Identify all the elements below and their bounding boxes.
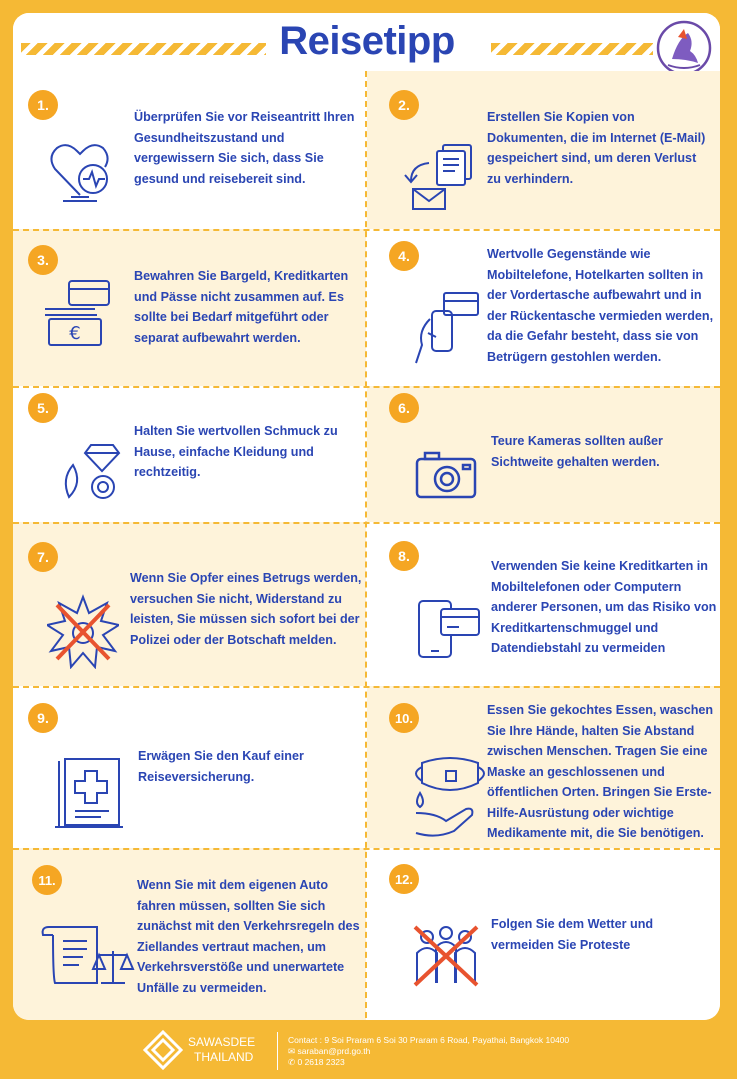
brand-name bbox=[188, 1036, 255, 1063]
tip-number-badge: 5. bbox=[28, 393, 58, 423]
email-text: saraban@prd.go.th bbox=[297, 1046, 371, 1056]
tip-text: Folgen Sie dem Wetter und vermeiden Sie Proteste bbox=[491, 917, 654, 952]
phone-text: 0 2618 2323 bbox=[297, 1057, 345, 1067]
no-protest-icon bbox=[409, 923, 483, 987]
infographic-card bbox=[13, 13, 720, 1020]
tip-text: Wenn Sie Opfer eines Betrugs werden, versuchen Sie nicht, Widerstand zu leisten, Sie müssen sich sofort bei der Polizei oder der Botschaft melden. bbox=[130, 571, 362, 647]
brand-line: THAILAND bbox=[194, 1050, 254, 1064]
tip-number-badge: 6. bbox=[389, 393, 419, 423]
footer bbox=[0, 1020, 737, 1079]
tip-number-badge: 8. bbox=[389, 541, 419, 571]
footer-divider bbox=[277, 1032, 278, 1070]
contact-address: Contact : 9 Soi Praram 6 Soi 30 Praram 6 Road, Payathai, Bangkok 10400 bbox=[288, 1035, 570, 1045]
heart-health-icon bbox=[47, 139, 113, 205]
phone-hand-icon bbox=[408, 291, 484, 365]
tip-number-badge: 3. bbox=[28, 245, 58, 275]
sawasdee-logo-icon bbox=[143, 1030, 183, 1070]
row-divider bbox=[13, 522, 720, 524]
tip-text: Erwägen Sie den Kauf einer Reiseversicherung. bbox=[138, 749, 304, 784]
contact-phone bbox=[288, 1057, 569, 1068]
tip-number-badge: 2. bbox=[389, 90, 419, 120]
brand-line: SAWASDEE bbox=[188, 1035, 256, 1049]
tip-number-badge: 9. bbox=[28, 703, 58, 733]
header bbox=[13, 13, 720, 77]
column-divider bbox=[365, 71, 367, 1018]
law-document-icon bbox=[39, 921, 135, 991]
row-divider bbox=[13, 229, 720, 231]
tip-text: Erstellen Sie Kopien von Dokumenten, die im Internet (E-Mail) gespeichert sind, um deren Verlust zu verhindern. bbox=[487, 110, 706, 186]
tip-number-badge: 11. bbox=[32, 865, 62, 895]
tip-text: Essen Sie gekochtes Essen, waschen Sie Ihre Hände, halten Sie Abstand zwischen Menschen. Tragen Sie eine Maske an geschlossenen und öffentlichen Orten. Bringen Sie Erste-Hilfe-Ausrüstung oder wichtige Medikamente mit, die Sie benötigen. bbox=[487, 703, 714, 840]
svg-text:€: € bbox=[69, 323, 81, 344]
tip-text: Bewahren Sie Bargeld, Kreditkarten und Pässe nicht zusammen auf. Es sollte bei Bedarf mitgeführt oder separat aufbewahrt werden. bbox=[134, 269, 349, 345]
tip-text: Teure Kameras sollten außer Sichtweite gehalten werden. bbox=[491, 434, 663, 469]
phone-card-icon bbox=[413, 593, 483, 663]
row-divider bbox=[13, 386, 720, 388]
mask-hand-icon bbox=[406, 751, 490, 847]
document-email-icon bbox=[397, 141, 475, 213]
tip-text: Überprüfen Sie vor Reiseantritt Ihren Gesundheitszustand und vergewissern Sie sich, dass Sie gesund und reisebereit sind. bbox=[134, 110, 355, 186]
no-fight-icon bbox=[47, 593, 119, 669]
tip-number-badge: 10. bbox=[389, 703, 419, 733]
mail-icon: ✉ bbox=[288, 1046, 298, 1056]
camera-icon bbox=[413, 449, 479, 501]
tip-text: Verwenden Sie keine Kreditkarten in Mobiltelefonen oder Computern anderer Personen, um das Risiko von Kreditkartenschmuggel und Datendiebstahl zu vermeiden bbox=[491, 559, 717, 655]
row-divider bbox=[13, 686, 720, 688]
tip-number-badge: 7. bbox=[28, 542, 58, 572]
emblem-logo bbox=[654, 19, 714, 77]
tip-text: Wenn Sie mit dem eigenen Auto fahren müssen, sollten Sie sich zunächst mit den Verkehrsregeln des Ziellandes vertraut machen, um Verkehrsverstöße und unerwartete Unfälle zu vermeiden. bbox=[137, 878, 360, 995]
tip-text: Wertvolle Gegenstände wie Mobiltelefone, Hotelkarten sollten in der Vordertasche aufbewahrt und in der Rückentasche vermieden werden, da die Gefahr besteht, dass sie von Betrügern gestohlen werden. bbox=[487, 247, 714, 364]
hazard-stripe-right bbox=[491, 43, 653, 55]
jewelry-icon bbox=[57, 435, 125, 503]
contact-email[interactable] bbox=[288, 1046, 569, 1057]
phone-icon: ✆ bbox=[288, 1057, 298, 1067]
page-title: Reisetipp bbox=[279, 19, 455, 63]
tip-text: Halten Sie wertvollen Schmuck zu Hause, einfache Kleidung und rechtzeitig. bbox=[134, 424, 338, 479]
hazard-stripe-left bbox=[21, 43, 266, 55]
tip-number-badge: 4. bbox=[389, 241, 419, 271]
insurance-icon bbox=[51, 755, 127, 833]
cash-card-icon bbox=[41, 279, 121, 347]
tip-number-badge: 12. bbox=[389, 864, 419, 894]
row-divider bbox=[13, 848, 720, 850]
tip-number-badge: 1. bbox=[28, 90, 58, 120]
contact-info bbox=[288, 1035, 569, 1068]
